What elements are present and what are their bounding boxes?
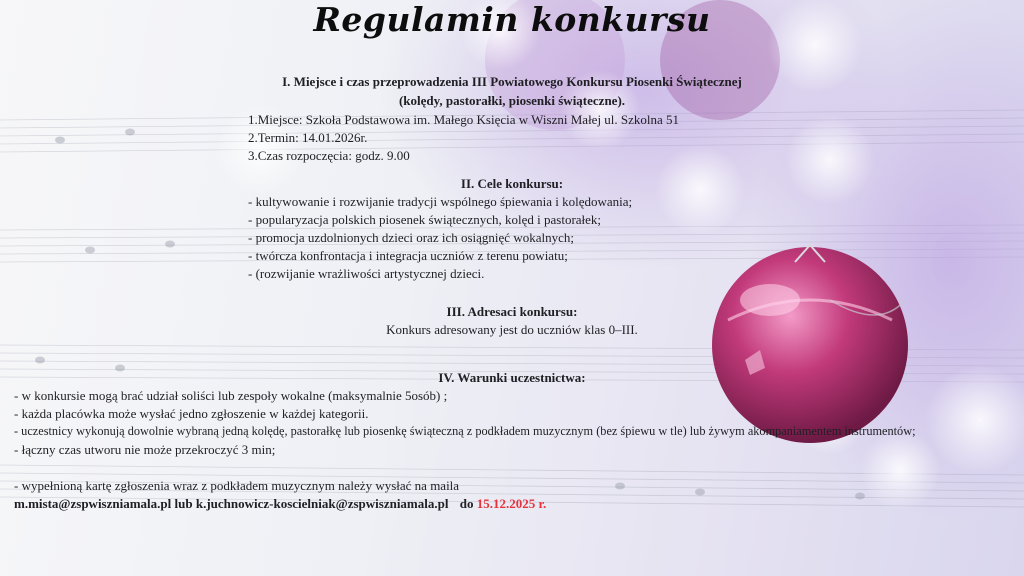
section-2-heading: II. Cele konkursu: (460, 176, 564, 191)
section-4-item: - każda placówka może wysłać jedno zgłoszenie w każdej kategorii. (14, 406, 369, 421)
email-link-2[interactable]: k.juchnowicz-koscielniak@zspwiszniamala.pl (195, 496, 449, 511)
section-1-date: 2.Termin: 14.01.2026r. (248, 130, 368, 145)
section-4-heading: IV. Warunki uczestnictwa: (438, 370, 586, 385)
section-1-heading-line2: (kolędy, pastorałki, piosenki świąteczne). (398, 93, 626, 108)
section-2-item: - kultywowanie i rozwijanie tradycji wspólnego śpiewania i kolędowania; (248, 194, 633, 209)
section-4-item: - w konkursie mogą brać udział soliści lub zespoły wokalne (maksymalnie 5osób) ; (14, 388, 448, 403)
section-4-item: - uczestnicy wykonują dowolnie wybraną jedną kolędę, pastorałkę lub piosenkę świąteczną z podkładem muzycznym (bez śpiewu w tle) lub żywym akompaniamentem instrumentów; (14, 424, 916, 438)
section-1-heading-line1: I. Miejsce i czas przeprowadzenia III Powiatowego Konkursu Piosenki Świątecznej (282, 74, 742, 89)
or-text: lub (171, 496, 196, 511)
until-text: do (459, 496, 474, 511)
section-2-item: - popularyzacja polskich piosenek świątecznych, kolęd i pastorałek; (248, 212, 602, 227)
submission-contacts (14, 496, 546, 512)
section-4-item: - łączny czas utworu nie może przekroczyć 3 min; (14, 442, 276, 457)
section-2-item: - promocja uzdolnionych dzieci oraz ich osiągnięć wokalnych; (248, 230, 574, 245)
section-2-item: - twórcza konfrontacja i integracja uczniów z terenu powiatu; (248, 248, 568, 263)
section-1-place: 1.Miejsce: Szkoła Podstawowa im. Małego Księcia w Wiszni Małej ul. Szkolna 51 (248, 112, 680, 127)
section-1-start-time: 3.Czas rozpoczęcia: godz. 9.00 (248, 148, 410, 163)
section-3-text: Konkurs adresowany jest do uczniów klas 0–III. (386, 322, 638, 337)
email-link-1[interactable]: m.mista@zspwiszniamala.pl (14, 496, 172, 511)
deadline-date: 15.12.2025 r. (476, 496, 547, 511)
submission-instruction: - wypełnioną kartę zgłoszenia wraz z podkładem muzycznym należy wysłać na maila (14, 478, 460, 493)
section-3-heading: III. Adresaci konkursu: (446, 304, 578, 319)
section-2-item: - (rozwijanie wrażliwości artystycznej dzieci. (248, 266, 485, 281)
page-title: Regulamin konkursu (313, 0, 711, 39)
